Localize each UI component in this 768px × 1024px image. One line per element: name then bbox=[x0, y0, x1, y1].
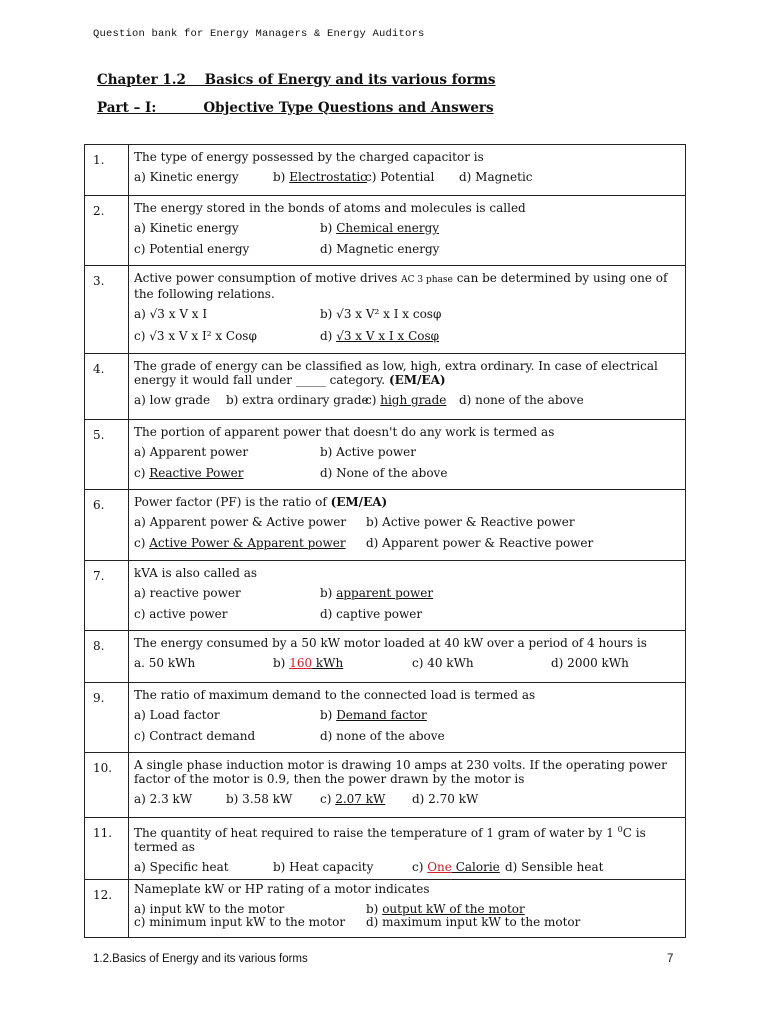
correct-answer: 2.07 kW bbox=[335, 792, 386, 806]
options-row bbox=[134, 241, 677, 257]
option-b: b) √3 x V² x I x cosφ bbox=[320, 307, 442, 321]
option-c: c) Potential bbox=[365, 170, 435, 184]
correct-answer: Active Power & Apparent power bbox=[149, 536, 346, 550]
question-row bbox=[85, 631, 686, 683]
question-row bbox=[85, 683, 686, 753]
option-c: c) √3 x V x I² x Cosφ bbox=[134, 329, 257, 343]
option-b: b) apparent power bbox=[320, 586, 434, 600]
correct-answer: apparent power bbox=[336, 586, 434, 600]
option-c: c) minimum input kW to the motor bbox=[134, 915, 346, 929]
question-row bbox=[85, 196, 686, 266]
option-b: b) Electrostatic bbox=[273, 170, 367, 184]
option-c: c) Active Power & Apparent power bbox=[134, 536, 346, 550]
option-b: b) 160 kWh bbox=[273, 656, 344, 670]
option-b: b) output kW of the motor bbox=[366, 902, 525, 916]
question-number: 3. bbox=[85, 266, 129, 354]
option-b: b) Demand factor bbox=[320, 708, 427, 722]
option-d: d) maximum input kW to the motor bbox=[366, 915, 581, 929]
options-row bbox=[134, 535, 677, 551]
chapter-title: Chapter 1.2 Basics of Energy and its various forms bbox=[97, 72, 496, 88]
question-number: 2. bbox=[85, 196, 129, 266]
question-row bbox=[85, 818, 686, 880]
question-text: Active power consumption of motive drives AC 3 phase can be determined by using one of the following relations. bbox=[134, 271, 668, 301]
question-text: The grade of energy can be classified as low, high, extra ordinary. In case of electrical energy it would fall under _____ category. (EM/EA) bbox=[134, 359, 658, 387]
question-table bbox=[84, 144, 686, 938]
option-d: d) none of the above bbox=[320, 729, 445, 743]
option-c: c) Contract demand bbox=[134, 729, 256, 743]
option-a: a) Specific heat bbox=[134, 860, 229, 874]
option-d: d) None of the above bbox=[320, 466, 448, 480]
question-number: 8. bbox=[85, 631, 129, 683]
option-c: c) 2.07 kW bbox=[320, 792, 386, 806]
question-number: 12. bbox=[85, 880, 129, 938]
option-c: c) 40 kWh bbox=[412, 656, 474, 670]
option-b: b) Heat capacity bbox=[273, 860, 374, 874]
question-text: The quantity of heat required to raise the temperature of 1 gram of water by 1 $^0$C is termed as bbox=[134, 825, 646, 854]
options-row bbox=[134, 707, 677, 723]
question-text: The energy stored in the bonds of atoms and molecules is called bbox=[134, 201, 526, 215]
options-row bbox=[134, 392, 677, 408]
question-text: Power factor (PF) is the ratio of (EM/EA) bbox=[134, 495, 388, 509]
question-number: 1. bbox=[85, 145, 129, 196]
options-row bbox=[134, 791, 677, 807]
question-number: 4. bbox=[85, 354, 129, 420]
question-text: The portion of apparent power that doesn't do any work is termed as bbox=[134, 425, 555, 439]
question-number: 11. bbox=[85, 818, 129, 880]
options-row bbox=[134, 859, 677, 875]
question-row bbox=[85, 561, 686, 631]
option-a: a. 50 kWh bbox=[134, 656, 196, 670]
correct-answer: √3 x V x I x Cosφ bbox=[336, 329, 440, 343]
correct-answer: Reactive Power bbox=[149, 466, 244, 480]
question-row bbox=[85, 490, 686, 561]
option-c: c) Potential energy bbox=[134, 242, 250, 256]
options-row bbox=[134, 465, 677, 481]
option-a: a) Kinetic energy bbox=[134, 170, 239, 184]
option-d: d) 2000 kWh bbox=[551, 656, 629, 670]
option-c: c) high grade bbox=[365, 393, 447, 407]
option-a: a) Load factor bbox=[134, 708, 220, 722]
question-text: The energy consumed by a 50 kW motor loaded at 40 kW over a period of 4 hours is bbox=[134, 636, 647, 650]
option-a: a) low grade bbox=[134, 393, 211, 407]
options-row bbox=[134, 606, 677, 622]
option-d: d) Magnetic energy bbox=[320, 242, 440, 256]
correct-answer: 160 bbox=[289, 656, 313, 670]
question-number: 9. bbox=[85, 683, 129, 753]
options-row bbox=[134, 328, 677, 344]
option-d: d) Magnetic bbox=[459, 170, 533, 184]
option-a: a) input kW to the motor bbox=[134, 902, 285, 916]
question-number: 10. bbox=[85, 753, 129, 818]
option-d: d) none of the above bbox=[459, 393, 584, 407]
question-row bbox=[85, 753, 686, 818]
option-a: a) √3 x V x I bbox=[134, 307, 208, 321]
question-row bbox=[85, 145, 686, 196]
page-number: 7 bbox=[667, 953, 674, 965]
question-row bbox=[85, 354, 686, 420]
correct-answer: Electrostatic bbox=[289, 170, 367, 184]
options-row bbox=[134, 728, 677, 744]
question-row bbox=[85, 266, 686, 354]
correct-answer: high grade bbox=[380, 393, 447, 407]
option-b: b) Chemical energy bbox=[320, 221, 440, 235]
options-row bbox=[134, 220, 677, 236]
option-d: d) 2.70 kW bbox=[412, 792, 479, 806]
question-number: 5. bbox=[85, 420, 129, 490]
question-text: The type of energy possessed by the charged capacitor is bbox=[134, 150, 484, 164]
question-text: The ratio of maximum demand to the connected load is termed as bbox=[134, 688, 536, 702]
option-b: b) Active power bbox=[320, 445, 416, 459]
options-row bbox=[134, 585, 677, 601]
option-a: a) 2.3 kW bbox=[134, 792, 193, 806]
option-a: a) Apparent power bbox=[134, 445, 249, 459]
question-text: A single phase induction motor is drawing 10 amps at 230 volts. If the operating power factor of the motor is 0.9, then the power drawn by the motor is bbox=[134, 758, 667, 786]
option-c: c) One Calorie bbox=[412, 860, 500, 874]
correct-answer: Chemical energy bbox=[336, 221, 440, 235]
question-number: 6. bbox=[85, 490, 129, 561]
footer-section-title: 1.2.Basics of Energy and its various forms bbox=[93, 953, 308, 965]
option-a: a) reactive power bbox=[134, 586, 241, 600]
options-row bbox=[134, 514, 677, 530]
page-header: Question bank for Energy Managers & Energy Auditors bbox=[93, 28, 425, 40]
option-d: d) captive power bbox=[320, 607, 423, 621]
question-number: 7. bbox=[85, 561, 129, 631]
correct-answer: One bbox=[427, 860, 452, 874]
options-row bbox=[134, 306, 677, 322]
question-row bbox=[85, 880, 686, 938]
option-a: a) Apparent power & Active power bbox=[134, 515, 347, 529]
correct-answer: output kW of the motor bbox=[382, 902, 525, 916]
options-row bbox=[134, 655, 677, 671]
option-b: b) Active power & Reactive power bbox=[366, 515, 575, 529]
options-row bbox=[134, 169, 677, 185]
question-text: kVA is also called as bbox=[134, 566, 258, 580]
question-text: Nameplate kW or HP rating of a motor indicates bbox=[134, 882, 430, 896]
option-c: c) active power bbox=[134, 607, 228, 621]
part-title: Part – I: Objective Type Questions and Answers bbox=[97, 100, 494, 116]
question-row bbox=[85, 420, 686, 490]
option-c: c) Reactive Power bbox=[134, 466, 244, 480]
option-a: a) Kinetic energy bbox=[134, 221, 239, 235]
option-d: d) Sensible heat bbox=[505, 860, 604, 874]
options-row bbox=[134, 444, 677, 460]
option-d: d) Apparent power & Reactive power bbox=[366, 536, 594, 550]
option-b: b) 3.58 kW bbox=[226, 792, 293, 806]
option-d: d) √3 x V x I x Cosφ bbox=[320, 329, 440, 343]
correct-answer: Demand factor bbox=[336, 708, 427, 722]
option-b: b) extra ordinary grade bbox=[226, 393, 369, 407]
options-row bbox=[134, 916, 677, 929]
